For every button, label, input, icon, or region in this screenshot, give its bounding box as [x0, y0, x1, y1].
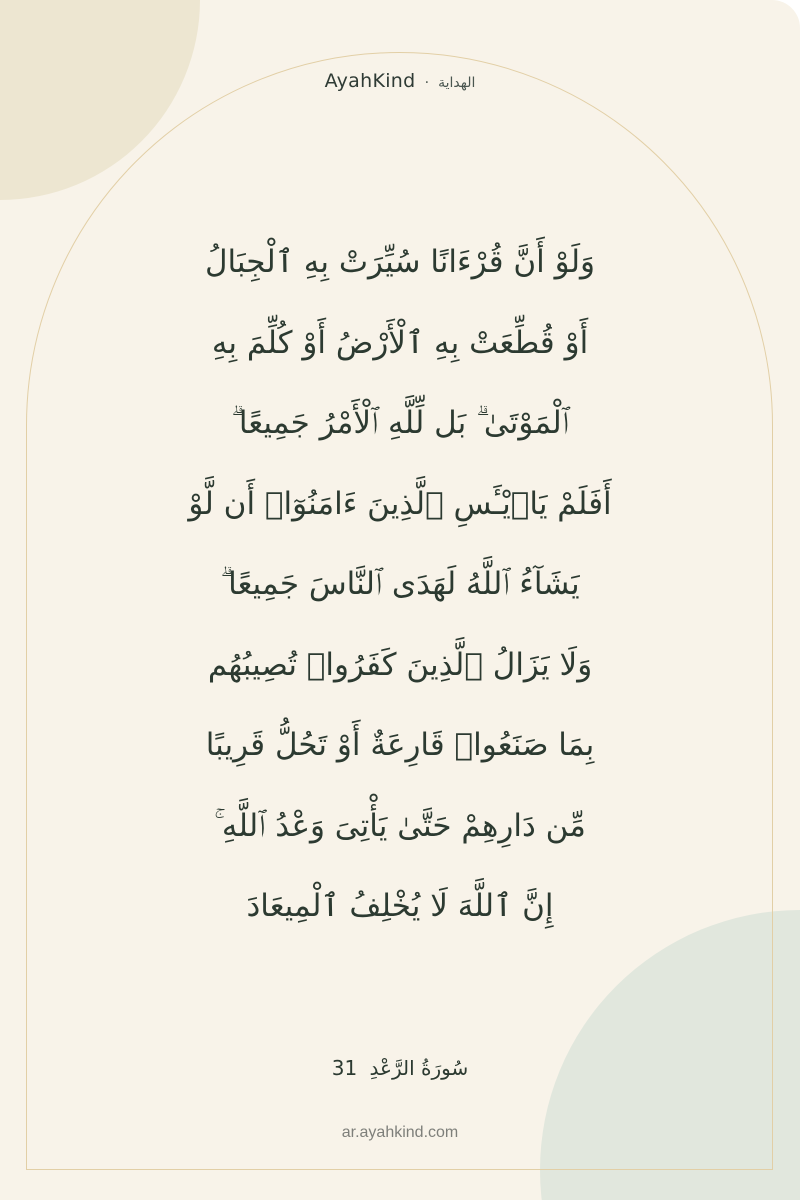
- verse-line: أَفَلَمْ يَا۟يْـَٔسِ ٱلَّذِينَ ءَامَنُوٓا۟ أَن لَّوْ: [188, 485, 612, 522]
- verse-reference: [0, 1056, 800, 1080]
- verse-line: أَوْ قُطِّعَتْ بِهِ ٱلْأَرْضُ أَوْ كُلِّمَ بِهِ: [211, 324, 589, 361]
- verse-line: وَلَوْ أَنَّ قُرْءَانًا سُيِّرَتْ بِهِ ٱلْجِبَالُ: [204, 244, 596, 280]
- verse-line: بِمَا صَنَعُوا۟ قَارِعَةٌ أَوْ تَحُلُّ قَرِيبًا: [205, 727, 595, 763]
- verse-line: إِنَّ ٱللَّهَ لَا يُخْلِفُ ٱلْمِيعَادَ: [246, 888, 554, 924]
- verse-line: مِّن دَارِهِمْ حَتَّىٰ يَأْتِىَ وَعْدُ ٱللَّهِ ۚ: [214, 807, 586, 844]
- verse-line: وَلَا يَزَالُ ٱلَّذِينَ كَفَرُوا۟ تُصِيبُهُم: [207, 646, 593, 683]
- site-url: ar.ayahkind.com: [341, 1124, 459, 1141]
- verse-line: يَشَآءُ ٱللَّهُ لَهَدَى ٱلنَّاسَ جَمِيعًا ۗ: [220, 566, 580, 602]
- ayah-number: 31: [331, 1056, 358, 1080]
- verse-text: [120, 222, 680, 947]
- verse-line: ٱلْمَوْتَىٰ ۗ بَل لِّلَّهِ ٱلْأَمْرُ جَمِيعًا ۗ: [231, 405, 569, 441]
- brand-subtitle: الهداية: [438, 75, 476, 91]
- brand-header: [0, 70, 800, 92]
- brand-separator: ·: [424, 75, 430, 91]
- surah-name: سُورَةُ الرَّعْدِ: [369, 1056, 469, 1080]
- brand-name: AyahKind: [324, 70, 416, 92]
